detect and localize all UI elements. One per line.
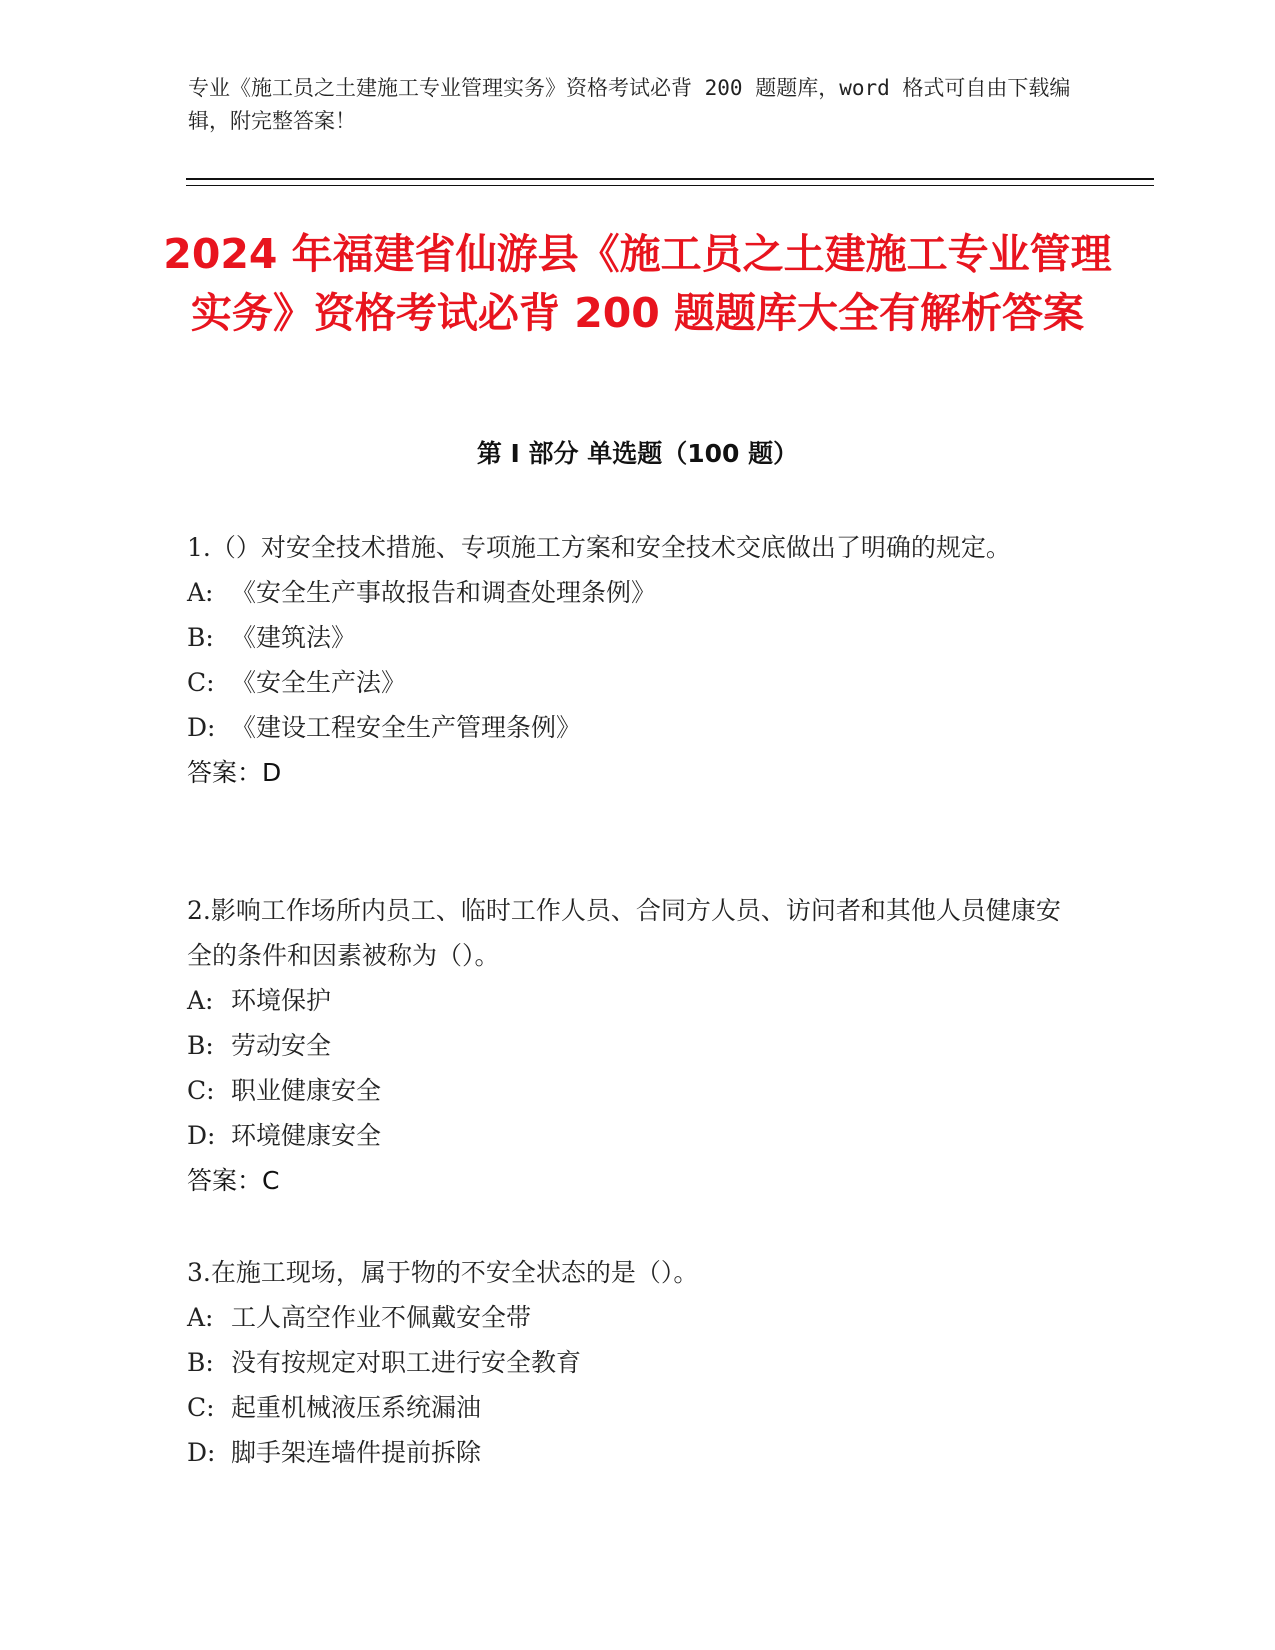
- header-divider-thin: [186, 185, 1154, 186]
- answer-line: [187, 750, 1077, 795]
- option-c: [187, 1385, 1077, 1430]
- option-text: 起重机械液压系统漏油: [231, 1393, 482, 1422]
- option-text: 《安全生产法》: [231, 668, 407, 697]
- option-text: 劳动安全: [231, 1031, 332, 1060]
- option-letter: D:: [187, 1438, 216, 1467]
- option-letter: D:: [187, 713, 216, 742]
- option-c: [187, 660, 1077, 705]
- option-text: 《建筑法》: [231, 623, 357, 652]
- answer-line: [187, 1158, 1077, 1203]
- question-stem: 2.影响工作场所内员工、临时工作人员、合同方人员、访问者和其他人员健康安全的条件和因素被称为（）。: [187, 896, 1061, 970]
- section-title: 第 I 部分 单选题（100 题）: [476, 439, 799, 468]
- question-stem: 3.在施工现场，属于物的不安全状态的是（）。: [187, 1258, 699, 1287]
- option-text: 《安全生产事故报告和调查处理条例》: [231, 578, 657, 607]
- option-d: [187, 1430, 1077, 1475]
- answer-value: D: [262, 758, 282, 787]
- question-stem: 1.（）对安全技术措施、专项施工方案和安全技术交底做出了明确的规定。: [187, 533, 1011, 562]
- option-letter: B:: [187, 1031, 214, 1060]
- option-a: [187, 1295, 1077, 1340]
- option-letter: B:: [187, 623, 214, 652]
- option-a: [187, 978, 1077, 1023]
- answer-label: 答案：: [187, 758, 263, 787]
- header-divider-thick: [186, 178, 1154, 180]
- option-letter: D:: [187, 1121, 216, 1150]
- answer-value: C: [262, 1166, 280, 1195]
- option-b: [187, 1340, 1077, 1385]
- option-a: [187, 570, 1077, 615]
- option-letter: B:: [187, 1348, 214, 1377]
- option-b: [187, 1023, 1077, 1068]
- option-b: [187, 615, 1077, 660]
- option-d: [187, 1113, 1077, 1158]
- option-letter: A:: [187, 986, 214, 1015]
- option-letter: A:: [187, 1303, 214, 1332]
- answer-label: 答案：: [187, 1166, 263, 1195]
- option-text: 环境保护: [231, 986, 332, 1015]
- question-2: [187, 888, 1077, 1203]
- document-title: 2024 年福建省仙游县《施工员之土建施工专业管理实务》资格考试必背 200 题题库大全有解析答案: [163, 230, 1112, 337]
- option-letter: C:: [187, 1076, 215, 1105]
- option-text: 职业健康安全: [231, 1076, 382, 1105]
- option-text: 环境健康安全: [231, 1121, 382, 1150]
- question-3: [187, 1250, 1077, 1475]
- header-note: 专业《施工员之土建施工专业管理实务》资格考试必背 200 题题库，word 格式可自由下载编辑，附完整答案！: [188, 76, 1071, 133]
- option-text: 没有按规定对职工进行安全教育: [231, 1348, 582, 1377]
- option-d: [187, 705, 1077, 750]
- option-letter: C:: [187, 668, 215, 697]
- option-letter: C:: [187, 1393, 215, 1422]
- option-letter: A:: [187, 578, 214, 607]
- question-1: [187, 525, 1077, 795]
- option-text: 《建设工程安全生产管理条例》: [231, 713, 582, 742]
- option-text: 工人高空作业不佩戴安全带: [231, 1303, 532, 1332]
- option-text: 脚手架连墙件提前拆除: [231, 1438, 482, 1467]
- option-c: [187, 1068, 1077, 1113]
